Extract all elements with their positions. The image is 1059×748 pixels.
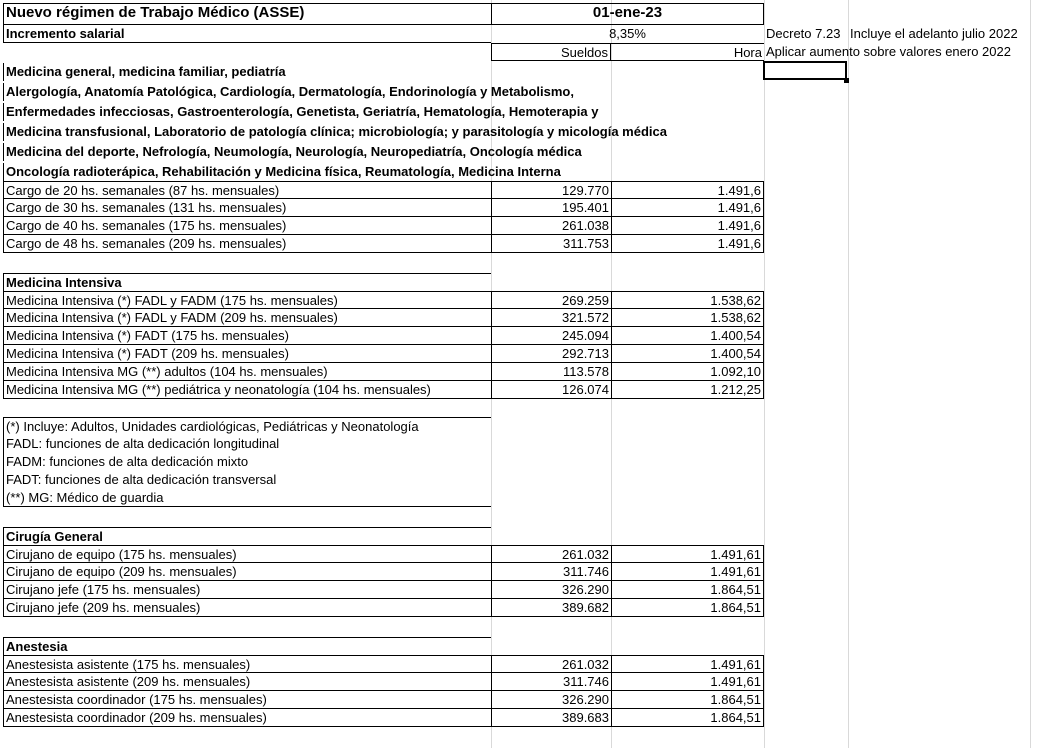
table-row bbox=[0, 545, 1059, 563]
increment-row bbox=[0, 25, 1059, 43]
general-row bbox=[0, 163, 1059, 181]
table-row bbox=[0, 309, 1059, 327]
row-hora[interactable]: 1.491,6 bbox=[611, 235, 764, 253]
row-sueldo[interactable]: 261.032 bbox=[491, 655, 611, 673]
row-sueldo[interactable]: 113.578 bbox=[491, 363, 611, 381]
title-row bbox=[0, 3, 1059, 25]
row-label[interactable]: Cirujano de equipo (175 hs. mensuales) bbox=[3, 545, 491, 563]
row-hora[interactable]: 1.538,62 bbox=[611, 291, 764, 309]
row-sueldo[interactable]: 195.401 bbox=[491, 199, 611, 217]
note-text[interactable]: (**) MG: Médico de guardia bbox=[3, 489, 491, 507]
row-hora[interactable]: 1.491,6 bbox=[611, 217, 764, 235]
row-sueldo[interactable]: 269.259 bbox=[491, 291, 611, 309]
table-row bbox=[0, 199, 1059, 217]
row-label[interactable]: Anestesista asistente (209 hs. mensuales) bbox=[3, 673, 491, 691]
row-sueldo[interactable]: 326.290 bbox=[491, 581, 611, 599]
table-row bbox=[0, 363, 1059, 381]
row-sueldo[interactable]: 129.770 bbox=[491, 181, 611, 199]
general-row bbox=[0, 83, 1059, 101]
hora-header[interactable]: Hora bbox=[611, 43, 764, 61]
row-sueldo[interactable]: 389.682 bbox=[491, 599, 611, 617]
table-row bbox=[0, 709, 1059, 727]
row-hora[interactable]: 1.864,51 bbox=[611, 599, 764, 617]
row-hora[interactable]: 1.400,54 bbox=[611, 327, 764, 345]
table-row bbox=[0, 655, 1059, 673]
row-hora[interactable]: 1.491,6 bbox=[611, 181, 764, 199]
row-label[interactable]: Medicina Intensiva (*) FADT (175 hs. mensuales) bbox=[3, 327, 491, 345]
row-hora[interactable]: 1.092,10 bbox=[611, 363, 764, 381]
note-text[interactable]: FADT: funciones de alta dedicación transversal bbox=[3, 471, 491, 489]
decreto-cell[interactable]: Decreto 7.23 bbox=[766, 26, 841, 41]
table-row bbox=[0, 235, 1059, 253]
section-title-intensiva[interactable]: Medicina Intensiva bbox=[3, 273, 491, 291]
table-row bbox=[0, 381, 1059, 399]
table-row bbox=[0, 691, 1059, 709]
general-row bbox=[0, 143, 1059, 161]
row-label[interactable]: Cargo de 30 hs. semanales (131 hs. mensuales) bbox=[3, 199, 491, 217]
row-sueldo[interactable]: 261.038 bbox=[491, 217, 611, 235]
date-cell[interactable]: 01-ene-23 bbox=[491, 3, 764, 25]
note-text[interactable]: FADM: funciones de alta dedicación mixto bbox=[3, 453, 491, 471]
row-hora[interactable]: 1.491,6 bbox=[611, 199, 764, 217]
row-hora[interactable]: 1.864,51 bbox=[611, 581, 764, 599]
table-row bbox=[0, 673, 1059, 691]
row-label[interactable]: Anestesista asistente (175 hs. mensuales) bbox=[3, 655, 491, 673]
sheet-title[interactable]: Nuevo régimen de Trabajo Médico (ASSE) bbox=[3, 3, 491, 25]
row-hora[interactable]: 1.491,61 bbox=[611, 673, 764, 691]
general-row bbox=[0, 103, 1059, 121]
row-label[interactable]: Cargo de 40 hs. semanales (175 hs. mensuales) bbox=[3, 217, 491, 235]
decreto-note-cell[interactable]: Incluye el adelanto julio 2022 bbox=[850, 26, 1018, 41]
row-hora[interactable]: 1.212,25 bbox=[611, 381, 764, 399]
row-sueldo[interactable]: 321.572 bbox=[491, 309, 611, 327]
table-row bbox=[0, 327, 1059, 345]
note-row bbox=[0, 435, 1059, 453]
row-sueldo[interactable]: 245.094 bbox=[491, 327, 611, 345]
row-label[interactable]: Medicina Intensiva MG (**) pediátrica y neonatología (104 hs. mensuales) bbox=[3, 381, 491, 399]
row-sueldo[interactable]: 261.032 bbox=[491, 545, 611, 563]
general-row bbox=[0, 63, 1059, 81]
general-line[interactable]: Alergología, Anatomía Patológica, Cardiología, Dermatología, Endorinología y Metabolismo, bbox=[3, 83, 491, 101]
note-text[interactable]: FADL: funciones de alta dedicación longitudinal bbox=[3, 435, 491, 453]
increment-value[interactable]: 8,35% bbox=[609, 26, 646, 41]
general-line[interactable]: Medicina general, medicina familiar, pediatría bbox=[3, 63, 491, 81]
row-sueldo[interactable]: 292.713 bbox=[491, 345, 611, 363]
section-header-row bbox=[0, 637, 1059, 655]
row-label[interactable]: Anestesista coordinador (209 hs. mensuales) bbox=[3, 709, 491, 727]
section-title-anestesia[interactable]: Anestesia bbox=[3, 637, 491, 655]
row-label[interactable]: Medicina Intensiva (*) FADL y FADM (209 hs. mensuales) bbox=[3, 309, 491, 327]
active-cell-selection[interactable] bbox=[763, 61, 847, 80]
row-hora[interactable]: 1.400,54 bbox=[611, 345, 764, 363]
row-label[interactable]: Cargo de 48 hs. semanales (209 hs. mensuales) bbox=[3, 235, 491, 253]
row-sueldo[interactable]: 389.683 bbox=[491, 709, 611, 727]
increment-label[interactable]: Incremento salarial bbox=[3, 25, 491, 43]
table-row bbox=[0, 599, 1059, 617]
row-label[interactable]: Cargo de 20 hs. semanales (87 hs. mensuales) bbox=[3, 181, 491, 199]
note-row bbox=[0, 417, 1059, 435]
general-line[interactable]: Medicina transfusional, Laboratorio de patología clínica; microbiología; y parasitología y micología médica bbox=[3, 123, 491, 141]
section-header-row bbox=[0, 527, 1059, 545]
note-row bbox=[0, 453, 1059, 471]
table-row bbox=[0, 291, 1059, 309]
general-line[interactable]: Medicina del deporte, Nefrología, Neumología, Neurología, Neuropediatría, Oncología médica bbox=[3, 143, 491, 161]
row-hora[interactable]: 1.864,51 bbox=[611, 709, 764, 727]
table-row bbox=[0, 345, 1059, 363]
hora-note-cell[interactable]: Aplicar aumento sobre valores enero 2022 bbox=[766, 44, 1011, 59]
row-label[interactable]: Medicina Intensiva (*) FADT (209 hs. mensuales) bbox=[3, 345, 491, 363]
row-label[interactable]: Anestesista coordinador (175 hs. mensuales) bbox=[3, 691, 491, 709]
row-hora[interactable]: 1.491,61 bbox=[611, 545, 764, 563]
sueldos-header[interactable]: Sueldos bbox=[491, 43, 611, 61]
column-header-row bbox=[0, 43, 1059, 61]
fill-handle[interactable] bbox=[844, 78, 849, 83]
row-label[interactable]: Cirujano jefe (209 hs. mensuales) bbox=[3, 599, 491, 617]
section-header-row bbox=[0, 273, 1059, 291]
table-row bbox=[0, 563, 1059, 581]
row-sueldo[interactable]: 311.746 bbox=[491, 673, 611, 691]
row-hora[interactable]: 1.538,62 bbox=[611, 309, 764, 327]
row-hora[interactable]: 1.864,51 bbox=[611, 691, 764, 709]
row-hora[interactable]: 1.491,61 bbox=[611, 655, 764, 673]
table-row bbox=[0, 581, 1059, 599]
table-row bbox=[0, 181, 1059, 199]
row-sueldo[interactable]: 326.290 bbox=[491, 691, 611, 709]
section-title-cirugia[interactable]: Cirugía General bbox=[3, 527, 491, 545]
general-line[interactable]: Enfermedades infecciosas, Gastroenterología, Genetista, Geriatría, Hematología, Hemoterapia y bbox=[3, 103, 491, 121]
row-label[interactable]: Cirujano de equipo (209 hs. mensuales) bbox=[3, 563, 491, 581]
note-row bbox=[0, 471, 1059, 489]
general-row bbox=[0, 123, 1059, 141]
row-label[interactable]: Medicina Intensiva (*) FADL y FADM (175 hs. mensuales) bbox=[3, 291, 491, 309]
note-row bbox=[0, 489, 1059, 507]
table-row bbox=[0, 217, 1059, 235]
row-sueldo[interactable]: 311.746 bbox=[491, 563, 611, 581]
general-line[interactable]: Oncología radioterápica, Rehabilitación y Medicina física, Reumatología, Medicina Interna bbox=[3, 163, 491, 181]
row-label[interactable]: Cirujano jefe (175 hs. mensuales) bbox=[3, 581, 491, 599]
row-sueldo[interactable]: 126.074 bbox=[491, 381, 611, 399]
row-label[interactable]: Medicina Intensiva MG (**) adultos (104 hs. mensuales) bbox=[3, 363, 491, 381]
row-hora[interactable]: 1.491,61 bbox=[611, 563, 764, 581]
note-text[interactable]: (*) Incluye: Adultos, Unidades cardiológicas, Pediátricas y Neonatología bbox=[3, 417, 491, 435]
row-sueldo[interactable]: 311.753 bbox=[491, 235, 611, 253]
